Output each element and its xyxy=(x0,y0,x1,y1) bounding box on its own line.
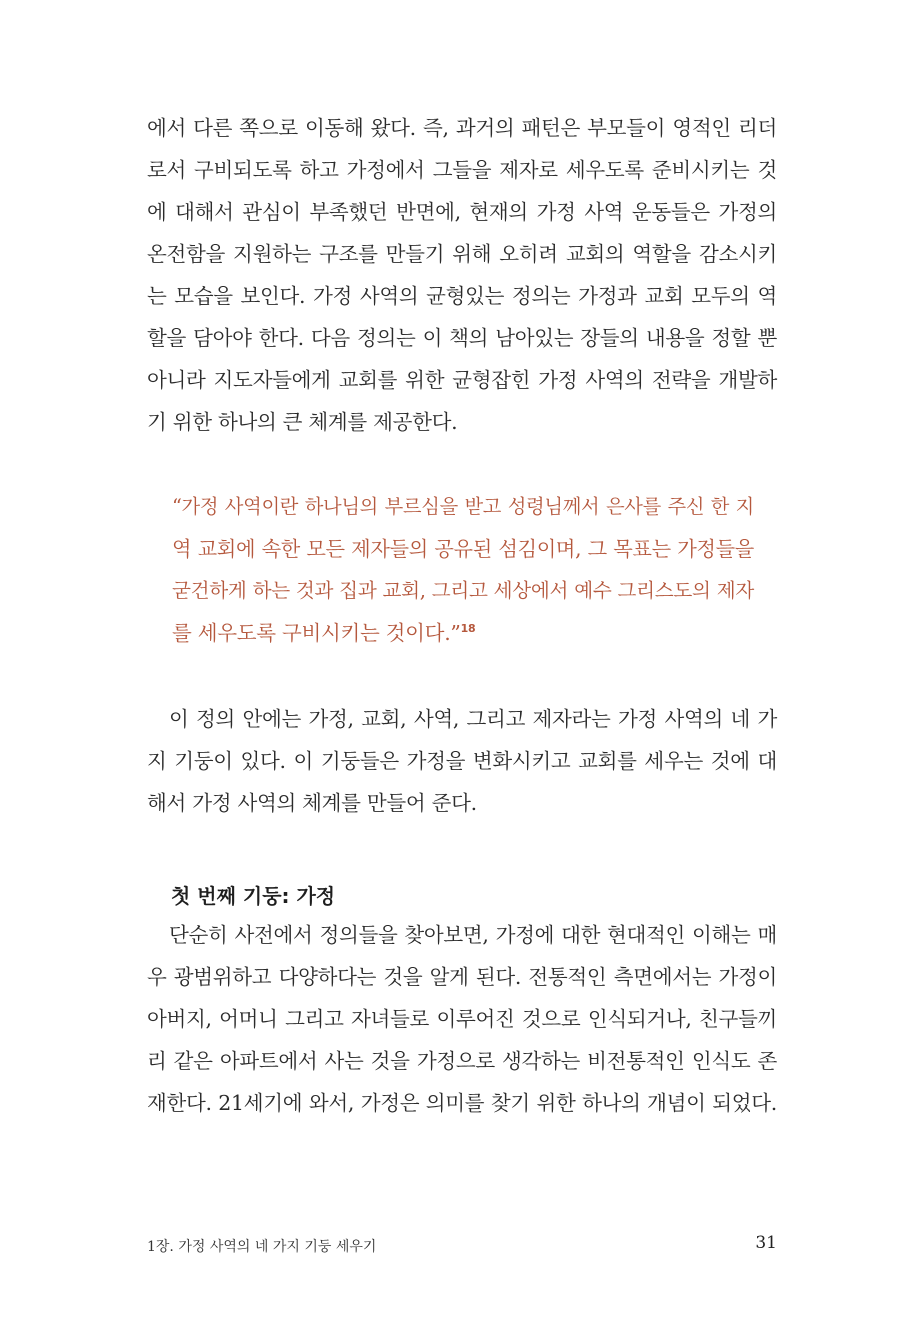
paragraph-line: 기 위한 하나의 큰 체계를 제공한다. xyxy=(147,410,458,434)
quote-last-text: 를 세우도록 구비시키는 것이다.” xyxy=(172,621,461,645)
quote-line: “가정 사역이란 하나님의 부르심을 받고 성령님께서 은사를 주신 한 지 xyxy=(172,495,754,518)
paragraph-line: 는 모습을 보인다. 가정 사역의 균형있는 정의는 가정과 교회 모두의 역 xyxy=(147,284,777,308)
paragraph-line: 지 기둥이 있다. 이 기둥들은 가정을 변화시키고 교회를 세우는 것에 대 xyxy=(147,749,777,773)
paragraph-line: 에서 다른 쪽으로 이동해 왔다. 즉, 과거의 패턴은 부모들이 영적인 리더 xyxy=(147,116,777,140)
paragraph-line: 이 정의 안에는 가정, 교회, 사역, 그리고 제자라는 가정 사역의 네 가 xyxy=(169,707,777,731)
paragraph-line: 에 대해서 관심이 부족했던 반면에, 현재의 가정 사역 운동들은 가정의 xyxy=(147,200,777,224)
paragraph-line: 해서 가정 사역의 체계를 만들어 준다. xyxy=(147,791,477,815)
quote-line xyxy=(172,623,754,644)
paragraph-line: 온전함을 지원하는 구조를 만들기 위해 오히려 교회의 역할을 감소시키 xyxy=(147,242,777,266)
footnote-marker: 18 xyxy=(460,622,476,636)
quote-line: 굳건하게 하는 것과 집과 교회, 그리고 세상에서 예수 그리스도의 제자 xyxy=(172,579,754,602)
paragraph-line: 우 광범위하고 다양하다는 것을 알게 된다. 전통적인 측면에서는 가정이 xyxy=(147,965,777,989)
page-number: 31 xyxy=(755,1233,777,1253)
paragraph-line: 할을 담아야 한다. 다음 정의는 이 책의 남아있는 장들의 내용을 정할 뿐 xyxy=(147,326,777,350)
paragraph-line: 리 같은 아파트에서 사는 것을 가정으로 생각하는 비전통적인 인식도 존 xyxy=(147,1049,777,1073)
paragraph-line: 로서 구비되도록 하고 가정에서 그들을 제자로 세우도록 준비시키는 것 xyxy=(147,158,777,182)
section-heading: 첫 번째 기둥: 가정 xyxy=(171,884,336,908)
paragraph-line: 아니라 지도자들에게 교회를 위한 균형잡힌 가정 사역의 전략을 개발하 xyxy=(147,368,777,392)
paragraph-line: 재한다. 21세기에 와서, 가정은 의미를 찾기 위한 하나의 개념이 되었다. xyxy=(147,1091,777,1115)
paragraph-line: 단순히 사전에서 정의들을 찾아보면, 가정에 대한 현대적인 이해는 매 xyxy=(169,923,777,947)
running-footer-chapter: 1장. 가정 사역의 네 가지 기둥 세우기 xyxy=(147,1239,377,1255)
paragraph-line: 아버지, 어머니 그리고 자녀들로 이루어진 것으로 인식되거나, 친구들끼 xyxy=(147,1007,777,1031)
quote-line: 역 교회에 속한 모든 제자들의 공유된 섬김이며, 그 목표는 가정들을 xyxy=(172,537,754,561)
